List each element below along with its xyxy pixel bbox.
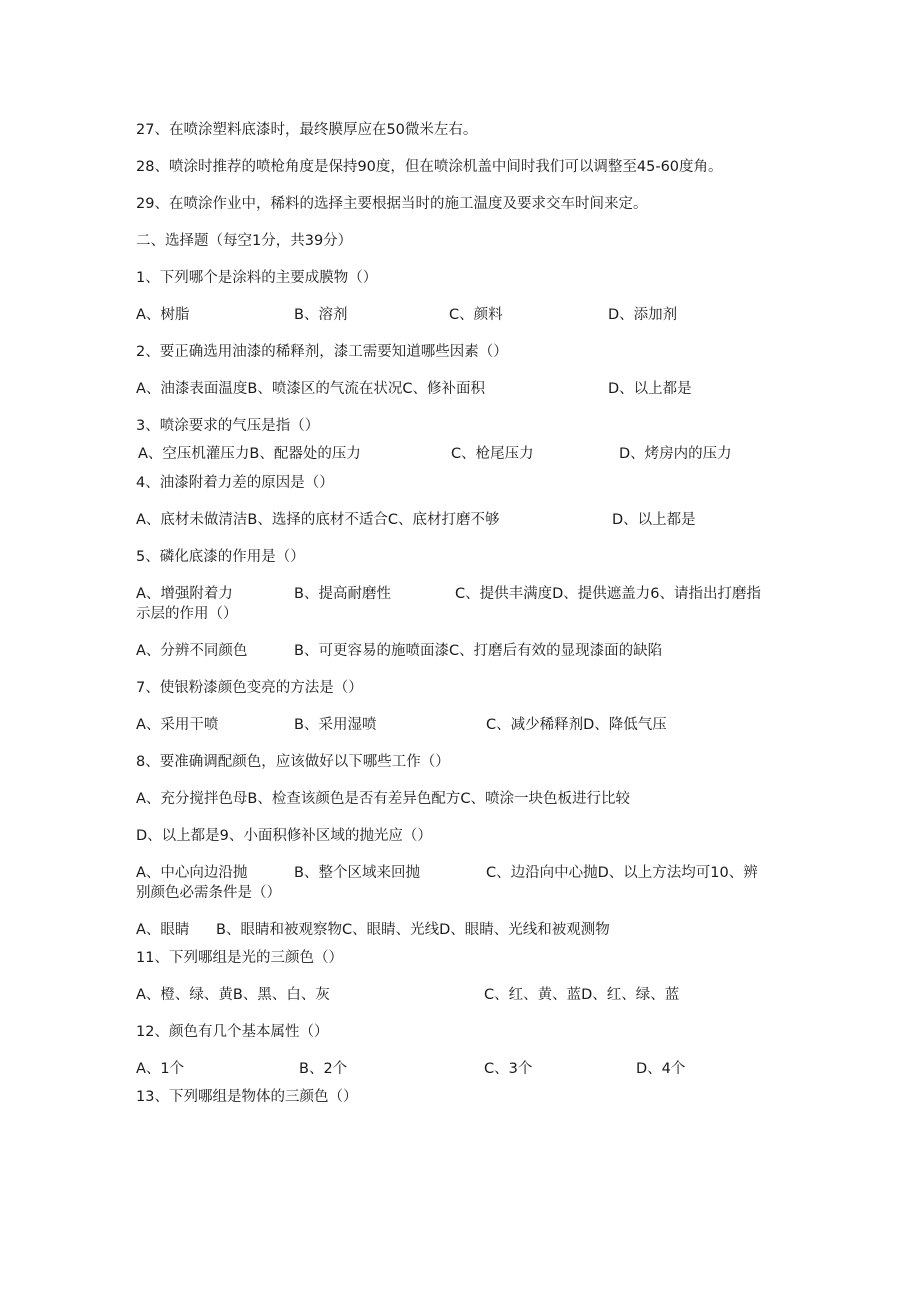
question-12-option-a: A、1个 (136, 1061, 185, 1077)
question-1-option-a: A、树脂 (136, 307, 190, 323)
question-3-option-c: C、枪尾压力 (451, 446, 534, 462)
question-5-option-b: B、提高耐磨性 (294, 586, 391, 602)
question-10: 别颜色必需条件是（） (136, 885, 281, 901)
question-12: 12、颜色有几个基本属性（） (136, 1024, 329, 1040)
question-2: 2、要正确选用油漆的稀释剂，漆工需要知道哪些因素（） (136, 344, 508, 360)
section-heading: 二、选择题（每空1分，共39分） (136, 233, 353, 249)
question-4-option-d: D、以上都是 (612, 512, 696, 528)
question-8-options-abc: A、充分搅拌色母B、检查该颜色是否有差异色配方C、喷涂一块色板进行比较 (136, 791, 630, 807)
question-2-options-abc: A、油漆表面温度B、喷漆区的气流在状况C、修补面积 (136, 381, 485, 397)
statement-27: 27、在喷涂塑料底漆时，最终膜厚应在50微米左右。 (136, 122, 478, 138)
question-7-option-b: B、采用湿喷 (294, 717, 377, 733)
question-6: 示层的作用（） (136, 606, 238, 622)
question-1: 1、下列哪个是涂料的主要成膜物（） (136, 270, 378, 286)
question-13: 13、下列哪组是物体的三颜色（） (136, 1089, 358, 1105)
question-3: 3、喷涂要求的气压是指（） (136, 418, 320, 434)
question-4-options-abc: A、底材未做清洁B、选择的底材不适合C、底材打磨不够 (136, 512, 500, 528)
question-9-options-cd: C、边沿向中心抛D、以上方法均可10、辨 (486, 865, 758, 881)
question-9-option-a: A、中心向边沿抛 (136, 865, 248, 881)
question-11: 11、下列哪组是光的三颜色（） (136, 950, 343, 966)
statement-29: 29、在喷涂作业中，稀料的选择主要根据当时的施工温度及要求交车时间来定。 (136, 196, 648, 212)
question-1-option-d: D、添加剂 (608, 307, 678, 323)
question-2-option-d: D、以上都是 (608, 381, 692, 397)
question-5: 5、磷化底漆的作用是（） (136, 549, 305, 565)
question-7-options-cd: C、减少稀释剂D、降低气压 (486, 717, 667, 733)
question-7: 7、使银粉漆颜色变亮的方法是（） (136, 680, 363, 696)
question-8: 8、要准确调配颜色，应该做好以下哪些工作（） (136, 754, 450, 770)
question-10-option-a: A、眼睛 (136, 922, 190, 938)
question-1-option-b: B、溶剂 (294, 307, 348, 323)
question-7-option-a: A、采用干喷 (136, 717, 219, 733)
question-10-options-bcd: B、眼睛和被观察物C、眼睛、光线D、眼睛、光线和被观测物 (216, 922, 610, 938)
question-9-option-b: B、整个区域来回抛 (294, 865, 420, 881)
question-6-options-bc: B、可更容易的施喷面漆C、打磨后有效的显现漆面的缺陷 (294, 643, 663, 659)
question-5-option-a: A、增强附着力 (136, 586, 233, 602)
question-12-option-d: D、4个 (636, 1061, 686, 1077)
question-3-options-ab: A、空压机灌压力B、配器处的压力 (138, 446, 361, 462)
question-1-option-c: C、颜料 (449, 307, 503, 323)
question-5-options-cd: C、提供丰满度D、提供遮盖力6、请指出打磨指 (455, 586, 762, 602)
question-11-options-cd: C、红、黄、蓝D、红、绿、蓝 (484, 987, 680, 1003)
question-12-option-b: B、2个 (299, 1061, 348, 1077)
question-4: 4、油漆附着力差的原因是（） (136, 475, 334, 491)
question-3-option-d: D、烤房内的压力 (619, 446, 732, 462)
question-9: D、以上都是9、小面积修补区域的抛光应（） (136, 828, 432, 844)
question-11-options-ab: A、橙、绿、黄B、黑、白、灰 (136, 987, 330, 1003)
question-12-option-c: C、3个 (484, 1061, 533, 1077)
question-6-option-a: A、分辨不同颜色 (136, 643, 248, 659)
statement-28: 28、喷涂时推荐的喷枪角度是保持90度，但在喷涂机盖中间时我们可以调整至45-60度角。 (136, 159, 723, 175)
